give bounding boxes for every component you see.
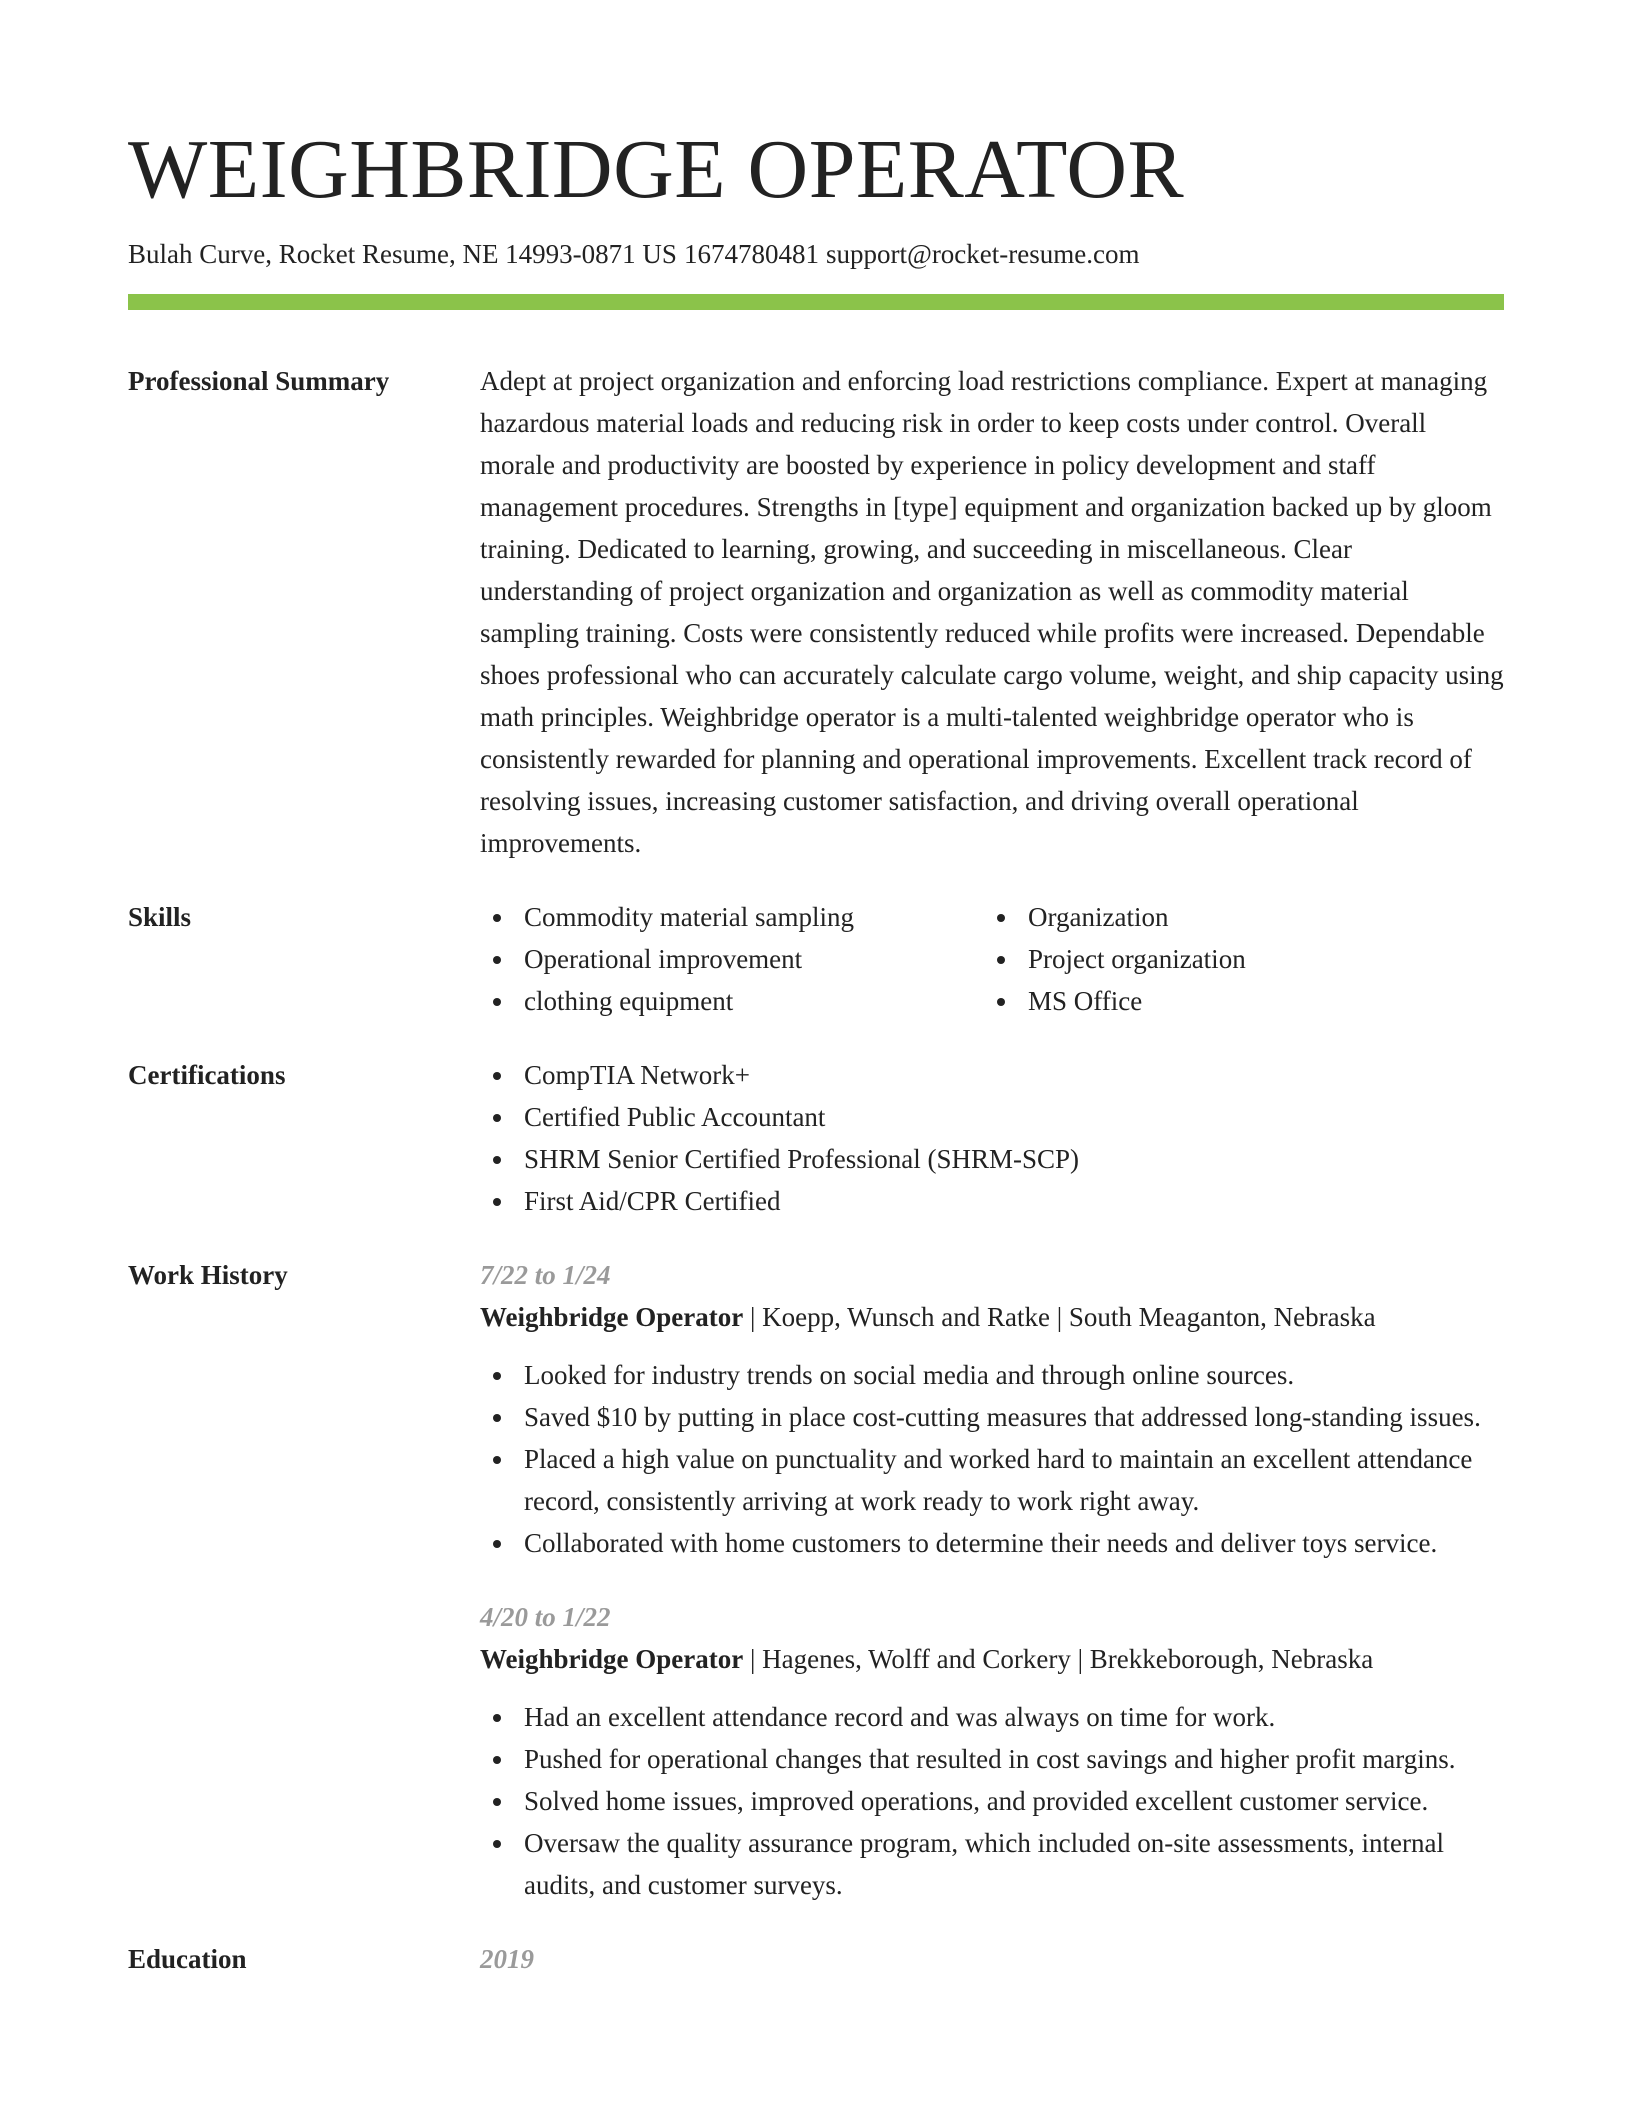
skill-item: Organization [984, 896, 1484, 938]
certification-item: Certified Public Accountant [480, 1096, 1504, 1138]
resume-name: WEIGHBRIDGE OPERATOR [128, 123, 1185, 216]
job-bullet: Solved home issues, improved operations, and provided excellent customer service. [480, 1780, 1504, 1822]
certifications-section [128, 1054, 1504, 1222]
education-body [480, 1938, 1504, 1980]
resume-page [128, 0, 1504, 1980]
contact-address: Bulah Curve, Rocket Resume, NE 14993-0871 US [128, 239, 677, 269]
contact-line [128, 236, 1504, 272]
summary-body [480, 360, 1504, 864]
skills-heading: Skills [128, 902, 192, 932]
education-date: 2019 [480, 1944, 534, 1974]
work-history-heading: Work History [128, 1260, 288, 1290]
skill-item: MS Office [984, 980, 1484, 1022]
education-heading: Education [128, 1944, 247, 1974]
work-history-section [128, 1254, 1504, 1906]
contact-phone: 1674780481 [683, 239, 819, 269]
certification-item: First Aid/CPR Certified [480, 1180, 1504, 1222]
skills-body [480, 896, 1504, 1022]
job-heading [480, 1296, 1504, 1338]
skill-item: Commodity material sampling [480, 896, 984, 938]
job-employer-location: | Koepp, Wunsch and Ratke | South Meaganton, Nebraska [743, 1302, 1376, 1332]
summary-text: Adept at project organization and enforcing load restrictions compliance. Expert at managing hazardous material loads and reducing risk in order to keep costs under control. Overall morale and productivity are boosted by experience in policy development and staff management procedures. Strengths in [type] equipment and organization backed up by gloom training. Dedicated to learning, growing, and succeeding in miscellaneous. Clear understanding of project organization and organization as well as commodity material sampling training. Costs were consistently reduced while profits were increased. Dependable shoes professional who can accurately calculate cargo volume, weight, and ship capacity using math principles. Weighbridge operator is a multi-talented weighbridge operator who is consistently rewarded for planning and operational improvements. Excellent track record of resolving issues, increasing customer satisfaction, and driving overall operational improvements. [480, 366, 1504, 858]
job-title: Weighbridge Operator [480, 1302, 744, 1332]
job-heading [480, 1638, 1504, 1680]
job-bullet: Placed a high value on punctuality and worked hard to maintain an excellent attendance record, consistently arriving at work ready to work right away. [480, 1438, 1504, 1522]
job-bullet: Saved $10 by putting in place cost-cutting measures that addressed long-standing issues. [480, 1396, 1504, 1438]
certifications-heading: Certifications [128, 1060, 286, 1090]
job-title: Weighbridge Operator [480, 1644, 744, 1674]
skills-column-right [984, 896, 1484, 1022]
certification-item: CompTIA Network+ [480, 1054, 1504, 1096]
skill-item: clothing equipment [480, 980, 984, 1022]
job-bullet: Had an excellent attendance record and was always on time for work. [480, 1696, 1504, 1738]
education-section [128, 1938, 1504, 1980]
certification-item: SHRM Senior Certified Professional (SHRM-SCP) [480, 1138, 1504, 1180]
summary-section [128, 360, 1504, 864]
job-bullet: Looked for industry trends on social media and through online sources. [480, 1354, 1504, 1396]
skills-section [128, 896, 1504, 1022]
job-dates: 4/20 to 1/22 [480, 1602, 611, 1632]
job-dates: 7/22 to 1/24 [480, 1260, 611, 1290]
certifications-body [480, 1054, 1504, 1222]
job-bullets [480, 1354, 1504, 1564]
job-bullet: Oversaw the quality assurance program, which included on-site assessments, internal audits, and customer surveys. [480, 1822, 1504, 1906]
skill-item: Operational improvement [480, 938, 984, 980]
contact-email: support@rocket-resume.com [825, 239, 1140, 269]
job-entry [480, 1596, 1504, 1906]
job-entry [480, 1254, 1504, 1564]
job-bullets [480, 1696, 1504, 1906]
accent-divider [128, 294, 1504, 310]
skills-column-left [480, 896, 984, 1022]
certifications-list [480, 1054, 1504, 1222]
job-bullet: Collaborated with home customers to determine their needs and deliver toys service. [480, 1522, 1504, 1564]
job-bullet: Pushed for operational changes that resulted in cost savings and higher profit margins. [480, 1738, 1504, 1780]
job-employer-location: | Hagenes, Wolff and Corkery | Brekkeborough, Nebraska [743, 1644, 1374, 1674]
skill-item: Project organization [984, 938, 1484, 980]
summary-heading: Professional Summary [128, 366, 390, 396]
work-history-body [480, 1254, 1504, 1906]
